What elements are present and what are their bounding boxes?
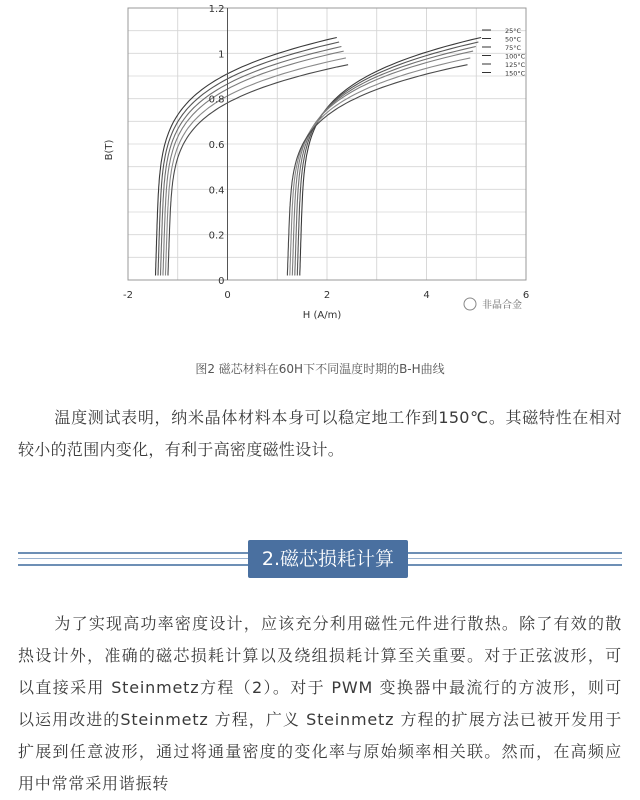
watermark-text: 非晶合金 — [482, 300, 522, 311]
paragraph-temperature-text: 温度测试表明，纳米晶体材料本身可以稳定地工作到150℃。其磁特性在相对较小的范围内变化，有利于高密度磁性设计。 — [18, 408, 622, 459]
x-axis-label: H (A/m) — [302, 310, 342, 321]
y-tick-labels — [209, 4, 225, 287]
chart-curves — [156, 38, 482, 276]
x-tick-label: 6 — [522, 290, 530, 301]
curve-descending-50°C — [297, 42, 478, 276]
watermark-icon — [464, 298, 476, 310]
curve-ascending-50°C — [158, 42, 339, 276]
curve-descending-100°C — [292, 51, 473, 275]
bh-curve-chart — [0, 0, 640, 340]
figure-caption: 图2 磁芯材料在60H下不同温度时期的B-H曲线 — [195, 362, 445, 376]
y-axis-label: B(T) — [104, 139, 115, 161]
y-tick-label: 1.2 — [208, 4, 225, 15]
paragraph-core-loss — [18, 608, 622, 800]
x-tick-label: 2 — [323, 290, 331, 301]
paragraph-core-loss-text: 为了实现高功率密度设计，应该充分利用磁性元件进行散热。除了有效的散热设计外，准确的磁芯损耗计算以及绕组损耗计算至关重要。对于正弦波形，可以直接采用 Steinmetz方程（2）。对于 PWM 变换器中最流行的方波形，则可以运用改进的Steinmetz 方程，广义 Steinmetz 方程的扩展方法已被开发用于扩展到任意波形，通过将通量密度的变化率与原始频率相关联。然而，在高频应用中常常采用谐振转 — [18, 614, 622, 793]
legend-entry: 125°C — [505, 61, 526, 69]
paragraph-temperature — [18, 402, 622, 466]
curve-ascending-100°C — [163, 51, 344, 275]
x-tick-label: 4 — [423, 290, 430, 301]
legend-entry: 150°C — [505, 69, 526, 78]
legend-entry: 25°C — [505, 27, 522, 35]
legend-entry: 75°C — [505, 44, 522, 52]
watermark — [464, 298, 522, 311]
curve-ascending-150°C — [168, 65, 348, 276]
y-tick-label: 0 — [218, 276, 225, 287]
x-tick-label: 0 — [224, 290, 231, 301]
y-tick-label: 0.2 — [208, 230, 225, 242]
x-tick-label: -2 — [123, 290, 133, 301]
section-title: 2.磁芯损耗计算 — [248, 540, 408, 578]
y-tick-label: 0.4 — [208, 185, 225, 197]
curve-descending-150°C — [287, 65, 467, 276]
legend-entry: 100°C — [505, 52, 526, 61]
legend-entry: 50°C — [505, 35, 522, 44]
section-header — [18, 538, 622, 582]
curve-ascending-75°C — [161, 47, 342, 276]
y-tick-label: 1 — [218, 49, 225, 61]
chart-legend — [482, 27, 526, 78]
y-tick-label: 0.6 — [208, 140, 225, 151]
y-tick-label: 0.8 — [208, 94, 225, 106]
x-tick-labels — [123, 290, 529, 301]
